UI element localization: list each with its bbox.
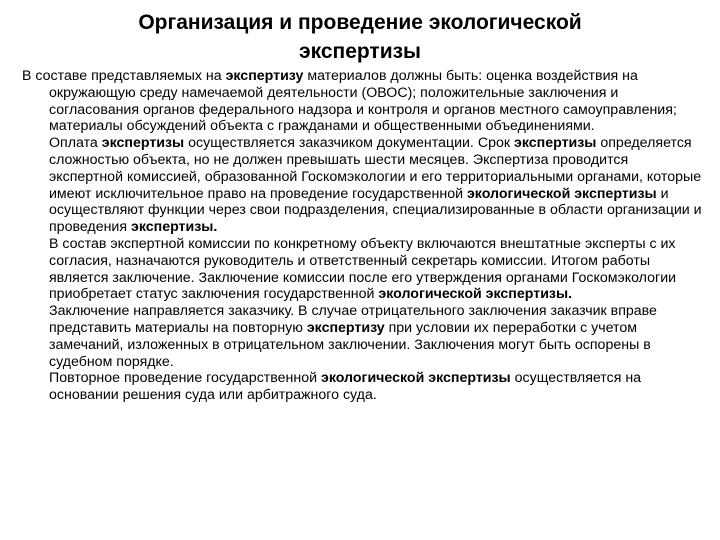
text-run: осуществляется заказчиком документации. Срок — [184, 135, 514, 152]
text-run: материалов должны быть: оценка воздействия на окружающую среду намечаемой деятельности (ОВОС); положительные заключения и согласования органов федерального надзора и контроля и органов местного самоуправления; материалы обсуждений объекта с гражданами и общественными объединениями. — [49, 68, 677, 135]
paragraph-repeat — [22, 370, 702, 404]
bold-term: экспертизы. — [130, 219, 218, 236]
slide-title-line-2: экспертизы — [299, 40, 421, 63]
slide-body — [22, 68, 702, 404]
bold-term: экспертизы — [101, 135, 185, 152]
bold-term: экспертизы — [514, 135, 597, 152]
text-run: Повторное проведение государственной — [49, 370, 321, 387]
paragraph-materials — [22, 68, 702, 135]
text-run: Оплата — [49, 135, 102, 152]
text-run: определяется сложностью объекта, но не должен превышать шести месяцев. Экспертиза проводится экспертной комиссией, образованной Госкомэкологии и его территориальными органами, которые имеют исключительное право на проведение государственной — [49, 135, 702, 202]
bold-term: экспертизу — [225, 68, 304, 84]
bold-term: экологической экспертизы — [321, 370, 511, 387]
text-run: Заключение направляется заказчику. В случае отрицательного заключения заказчик вправе представить материалы на повторную — [49, 303, 657, 336]
slide-title-line-1: Организация и проведение экологической — [138, 11, 582, 34]
paragraph-commission — [22, 236, 702, 303]
text-run: и осуществляют функции через свои подразделения, специализированные в области организации и проведения — [49, 185, 702, 236]
slide-title — [60, 8, 660, 66]
bold-term: экологической экспертизы — [466, 185, 657, 202]
text-run: осуществляется на основании решения суда или арбитражного суда. — [49, 370, 642, 404]
bold-term: экологической экспертизы. — [378, 286, 573, 303]
bold-term: экспертизу — [306, 319, 385, 336]
text-run: при условии их переработки с учетом замечаний, изложенных в отрицательном заключении. Заключения могут быть оспорены в судебном порядке. — [49, 319, 651, 370]
paragraph-payment — [22, 135, 702, 236]
text-run: В состав экспертной комиссии по конкретному объекту включаются внештатные эксперты с их согласия, назначаются руководитель и ответственный секретарь комиссии. Итогом работы является заключение. Заключение комиссии после его утверждения органами Госкомэкологии приобретает статус заключения государственной — [49, 235, 677, 303]
text-run: В составе представляемых на — [22, 68, 226, 84]
paragraph-conclusion — [22, 303, 702, 370]
